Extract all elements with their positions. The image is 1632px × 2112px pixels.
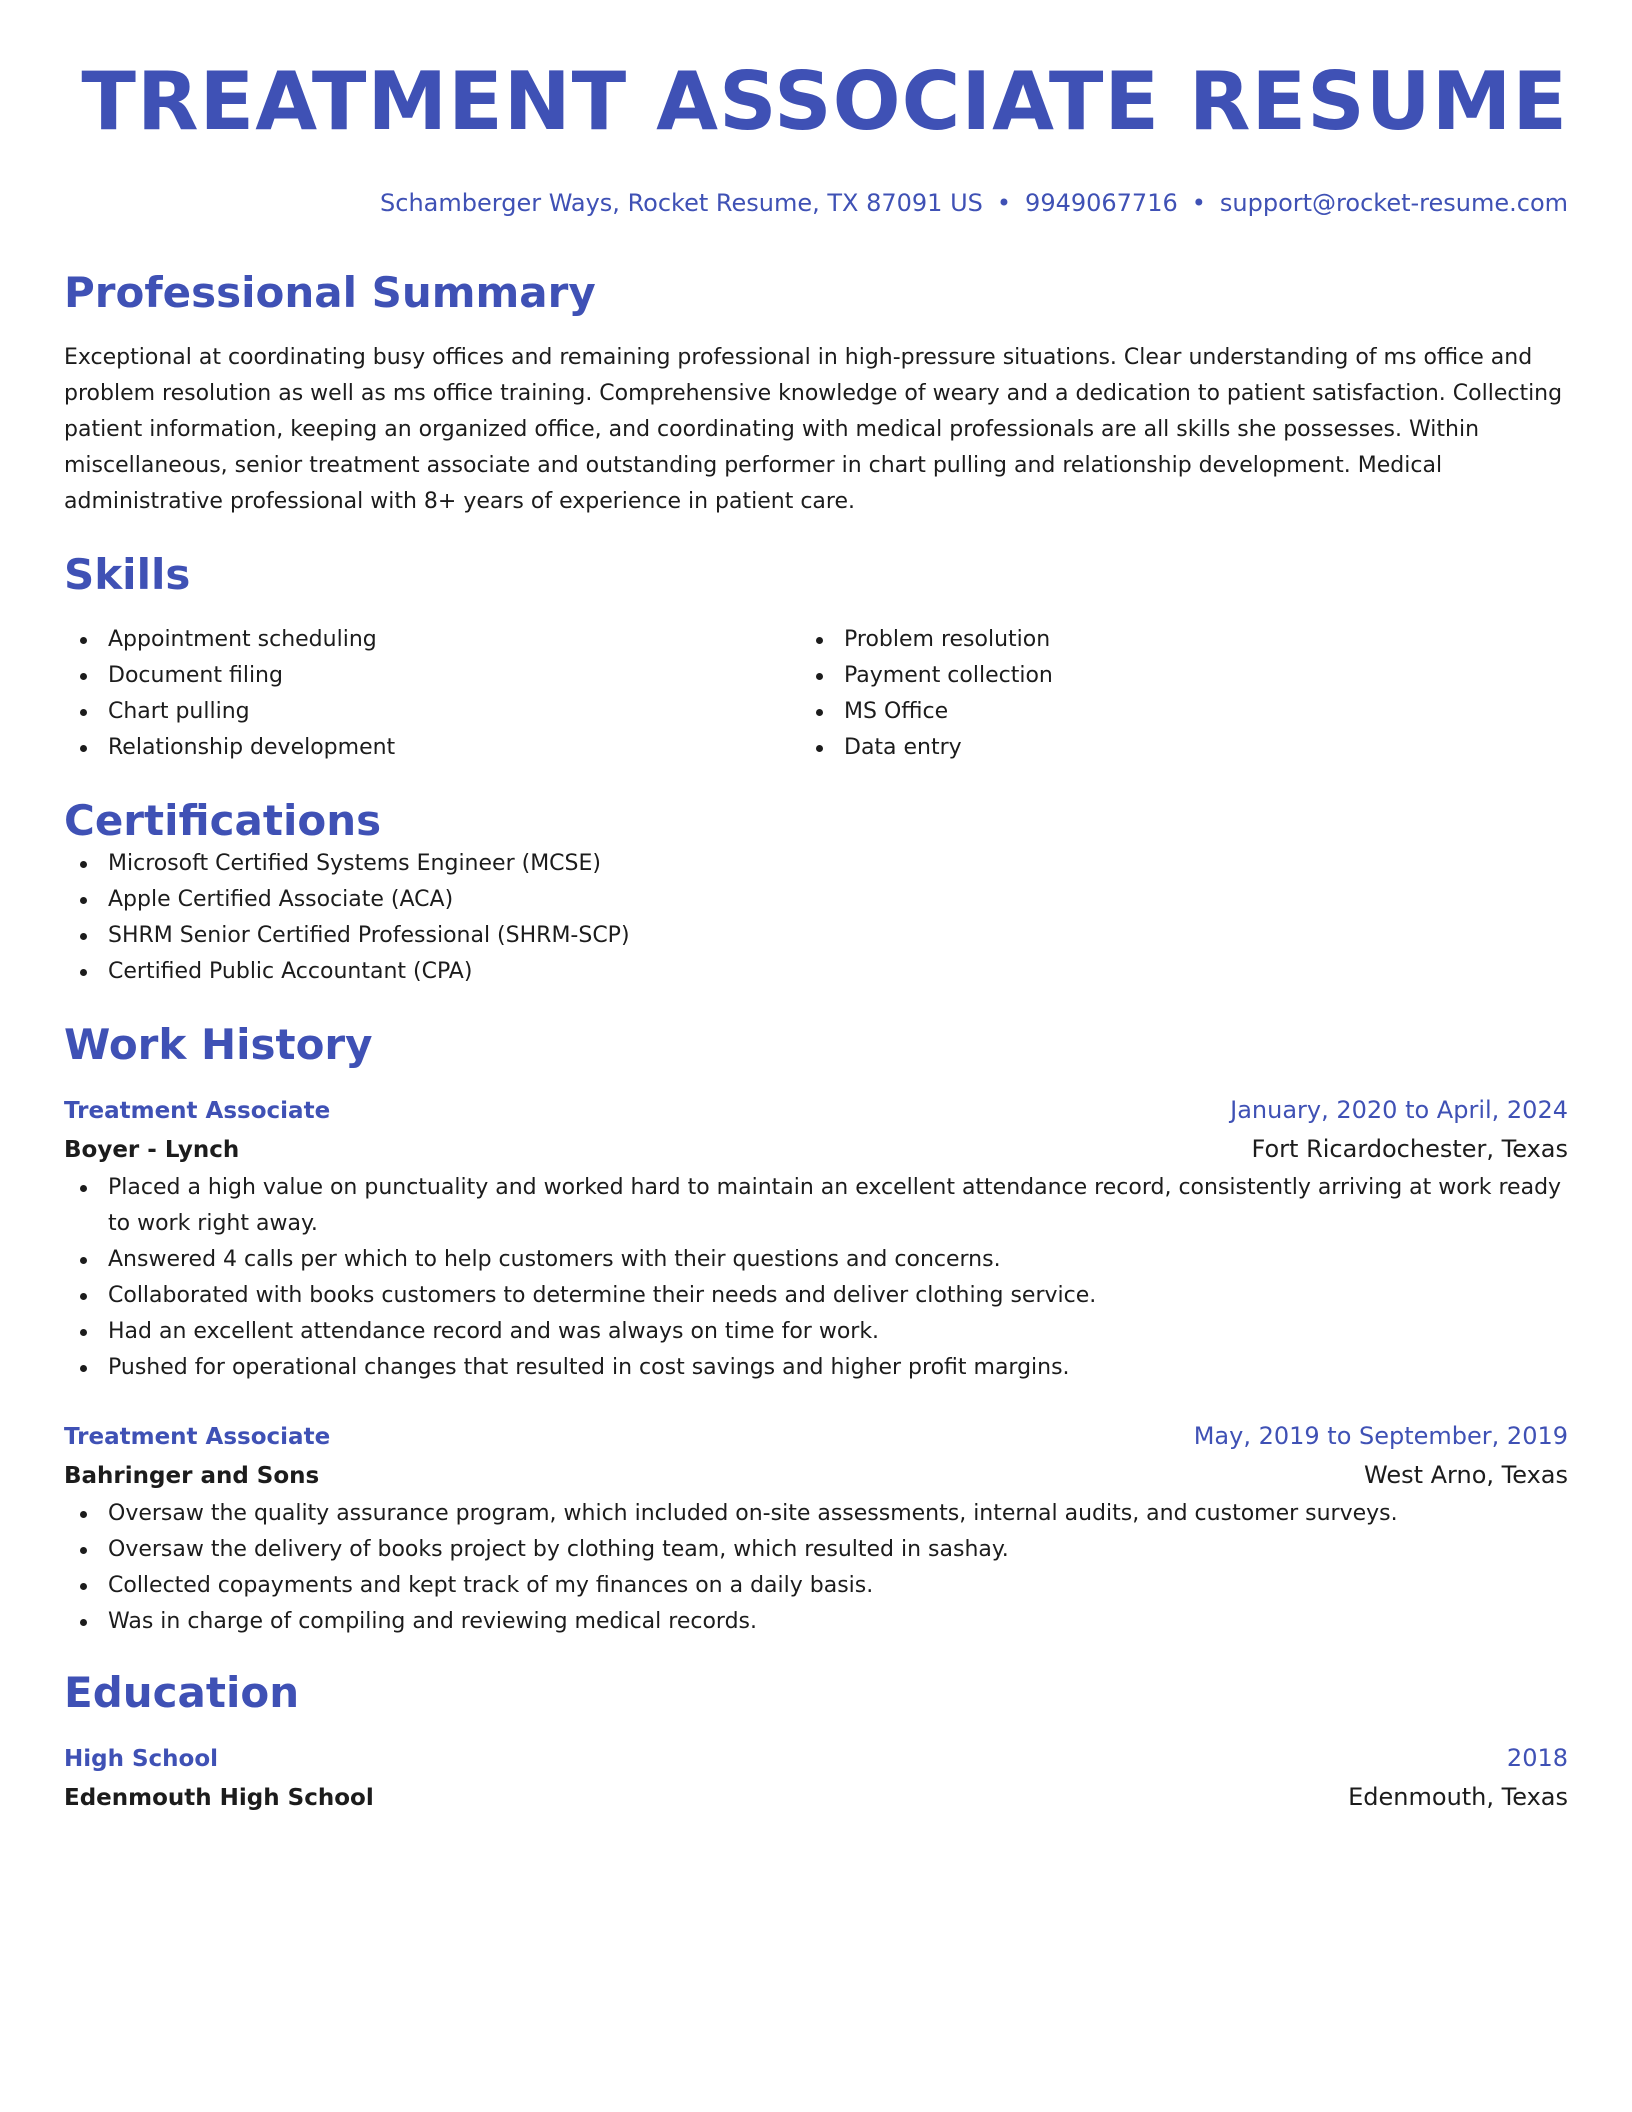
- job-bullet: Collected copayments and kept track of my finances on a daily basis.: [64, 1568, 1568, 1604]
- job-bullet: Was in charge of compiling and reviewing medical records.: [64, 1604, 1568, 1640]
- job-bullet: Oversaw the quality assurance program, which included on-site assessments, internal audits, and customer surveys.: [64, 1496, 1568, 1532]
- education-school: Edenmouth High School: [64, 1785, 374, 1811]
- skills-heading: Skills: [64, 550, 191, 599]
- certification-item: Microsoft Certified Systems Engineer (MCSE): [64, 846, 1568, 882]
- job-company: Boyer - Lynch: [64, 1137, 240, 1163]
- contact-separator: •: [996, 189, 1012, 217]
- job-bullets: [64, 1496, 1568, 1640]
- job-entry: [64, 1418, 1568, 1640]
- skills-column-left: [64, 622, 800, 766]
- contact-email: support@rocket-resume.com: [1219, 189, 1568, 217]
- skill-item: Relationship development: [64, 730, 800, 766]
- job-role: Treatment Associate: [64, 1424, 331, 1450]
- skill-item: Payment collection: [800, 658, 1536, 694]
- job-bullet: Answered 4 calls per which to help customers with their questions and concerns.: [64, 1242, 1568, 1278]
- job-company: Bahringer and Sons: [64, 1463, 320, 1489]
- resume-title: TREATMENT ASSOCIATE RESUME: [81, 55, 1568, 148]
- contact-address: Schamberger Ways, Rocket Resume, TX 87091 US: [380, 189, 983, 217]
- contact-line: [64, 188, 1568, 218]
- contact-separator: •: [1191, 189, 1206, 217]
- job-dates: January, 2020 to April, 2024: [1230, 1096, 1568, 1124]
- certification-item: SHRM Senior Certified Professional (SHRM-SCP): [64, 918, 1568, 954]
- skill-item: Problem resolution: [800, 622, 1536, 658]
- certifications-heading: Certifications: [64, 796, 382, 845]
- job-bullet: Placed a high value on punctuality and worked hard to maintain an excellent attendance record, consistently arriving at work ready to work right away.: [64, 1170, 1568, 1242]
- certification-item: Certified Public Accountant (CPA): [64, 954, 1568, 990]
- job-bullet: Collaborated with books customers to determine their needs and deliver clothing service.: [64, 1278, 1568, 1314]
- education-school-row: [64, 1777, 1568, 1818]
- skill-item: MS Office: [800, 694, 1536, 730]
- summary-text: Exceptional at coordinating busy offices and remaining professional in high-pressure situations. Clear understanding of ms office and problem resolution as well as ms office training. Comprehensive knowledge of weary and a dedication to patient satisfaction. Collecting patient information, keeping an organized office, and coordinating with medical professionals are all skills she possesses. Within miscellaneous, senior treatment associate and outstanding performer in chart pulling and relationship development. Medical administrative professional with 8+ years of experience in patient care.: [64, 345, 1563, 514]
- job-company-row: [64, 1455, 1568, 1496]
- job-header-row: [64, 1092, 1568, 1129]
- skill-item: Document filing: [64, 658, 800, 694]
- summary-heading: Professional Summary: [64, 268, 596, 317]
- skills-grid: [64, 622, 1568, 766]
- skills-column-right: [800, 622, 1536, 766]
- job-bullet: Oversaw the delivery of books project by clothing team, which resulted in sashay.: [64, 1532, 1568, 1568]
- certifications-list: [64, 846, 1568, 990]
- education-header-row: [64, 1740, 1568, 1777]
- education-degree: High School: [64, 1746, 219, 1772]
- job-bullet: Had an excellent attendance record and was always on time for work.: [64, 1314, 1568, 1350]
- education-entry: [64, 1740, 1568, 1818]
- job-location: West Arno, Texas: [1364, 1461, 1568, 1489]
- job-bullets: [64, 1170, 1568, 1386]
- work-history-heading: Work History: [64, 1020, 373, 1069]
- skill-item: Data entry: [800, 730, 1536, 766]
- certification-item: Apple Certified Associate (ACA): [64, 882, 1568, 918]
- contact-phone: 9949067716: [1025, 189, 1178, 217]
- education-heading: Education: [64, 1668, 300, 1717]
- job-role: Treatment Associate: [64, 1098, 331, 1124]
- skill-item: Appointment scheduling: [64, 622, 800, 658]
- job-header-row: [64, 1418, 1568, 1455]
- job-location: Fort Ricardochester, Texas: [1251, 1135, 1568, 1163]
- education-location: Edenmouth, Texas: [1348, 1783, 1568, 1811]
- skill-item: Chart pulling: [64, 694, 800, 730]
- job-bullet: Pushed for operational changes that resulted in cost savings and higher profit margins.: [64, 1350, 1568, 1386]
- job-entry: [64, 1092, 1568, 1386]
- job-dates: May, 2019 to September, 2019: [1193, 1422, 1568, 1450]
- education-year: 2018: [1506, 1744, 1568, 1772]
- job-company-row: [64, 1129, 1568, 1170]
